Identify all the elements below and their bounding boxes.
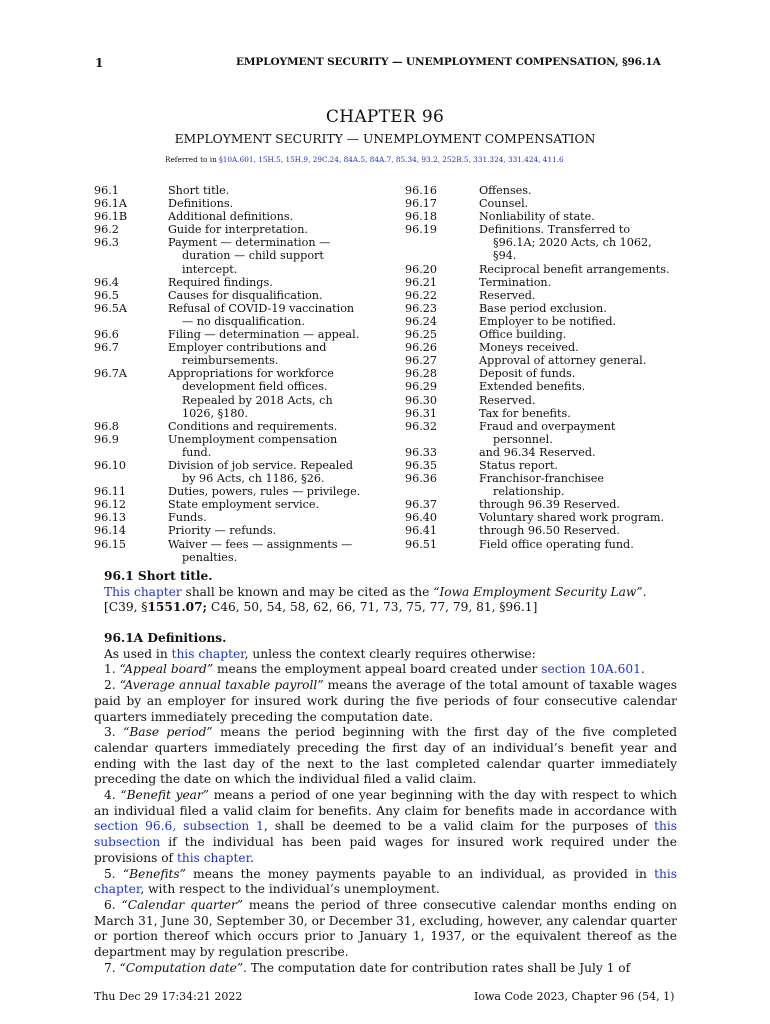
def-num: 4. [104,788,116,803]
toc-title-line: Tax for benefits. [479,406,571,420]
toc-title-line: by 96 Acts, ch 1186, §26. [182,472,325,486]
toc-entry [94,538,394,564]
toc-section-number: 96.3 [94,236,119,250]
toc-section-title [168,289,388,302]
toc-section-number: 96.17 [405,197,438,211]
toc-section-number: 96.20 [405,262,438,276]
toc-section-title [479,394,699,407]
section-text [94,585,677,601]
toc-entry [94,511,394,524]
toc-entry [94,524,394,537]
toc-title-line: Nonliability of state. [479,210,595,224]
toc-entry [94,420,394,433]
toc-section-title [168,276,388,289]
toc-section-number: 96.33 [405,445,438,459]
toc-entry [405,459,705,472]
toc-title-line: Termination. [479,275,552,289]
toc-section-title [479,472,699,498]
history-bold: 1551.07; [147,600,208,615]
toc-section-number: 96.27 [405,354,438,368]
def-num: 2. [104,678,116,693]
toc-entry [405,315,705,328]
toc-title-line: 1026, §180. [182,406,249,420]
toc-title-line: Causes for disqualification. [168,288,323,302]
toc-section-number: 96.6 [94,328,119,342]
toc-section-number: 96.16 [405,184,438,197]
toc-title-line: Franchisor-franchisee [479,472,605,486]
toc-section-title [168,459,388,485]
link-this-chapter[interactable]: this chapter [94,866,677,897]
text: . [250,850,254,865]
toc-entry [94,498,394,511]
toc-section-number: 96.30 [405,393,438,407]
toc-title-line: and 96.34 Reserved. [479,445,596,459]
def-text: means the period of three consecutive calendar months ending on March 31, June 30, September 30, or December 31, excluding, however, any calendar quarter or portion thereof which occurs prior to January 1, 1937, or the equivalent thereof as the department may by regulation prescribe. [94,897,677,960]
def-term: “Calendar quarter” [121,897,243,912]
section-96-1 [94,569,677,616]
toc-section-title [168,433,388,459]
def-text: means a period of one year beginning with the day with respect to which an individual filed a valid claim for benefits. Any claim for benefits made in accordance with [94,788,677,818]
toc-title-line: Office building. [479,328,567,342]
toc-title-line: development field offices. [182,380,328,394]
toc-section-title [479,210,699,223]
toc-entry [405,184,705,197]
page-number: 1 [95,56,104,70]
def-text: means the average of the total amount of taxable wages paid by an employer for insured work during the five periods of four consecutive calendar quarters immediately preceding the computation date. [94,678,678,724]
toc-title-line: Waiver — fees — assignments — [168,537,353,551]
toc-title-line: §96.1A; 2020 Acts, ch 1062, [493,236,652,250]
def-term: “Base period” [123,725,213,740]
def-num: 3. [104,725,116,740]
def-term: “Benefits” [122,866,186,881]
toc-entry [94,341,394,367]
history-note [94,600,677,616]
toc-section-title [168,511,388,524]
toc-section-number: 96.37 [405,498,438,512]
toc-section-title [168,197,388,210]
toc-entry [405,263,705,276]
toc-title-line: State employment service. [168,498,320,512]
toc-entry [94,210,394,223]
intro [94,647,677,663]
toc-section-number: 96.23 [405,301,438,315]
toc-section-title [168,367,388,419]
toc-title-line: Guide for interpretation. [168,223,308,237]
toc-title-line: duration — child support [182,249,324,263]
toc-entry [94,302,394,328]
toc-section-number: 96.36 [405,472,438,486]
toc-title-line: Required findings. [168,275,273,289]
toc-section-number: 96.9 [94,432,119,446]
toc-title-line: Moneys received. [479,341,579,355]
toc-section-number: 96.13 [94,511,127,525]
def-term: “Computation date” [119,960,244,975]
toc-entry [405,367,705,380]
toc-entry [405,341,705,354]
toc-right-column [405,184,705,551]
toc-entry [405,420,705,446]
toc-section-number: 96.11 [94,485,127,499]
toc-section-title [479,341,699,354]
toc-title-line: Additional definitions. [168,210,294,224]
definition-1 [94,662,677,678]
link-section-10A-601[interactable]: section 10A.601 [541,662,641,677]
toc-section-number: 96.14 [94,524,127,538]
toc-section-title [168,328,388,341]
def-num: 1. [104,662,116,677]
toc-entry [94,328,394,341]
toc-title-line: Refusal of COVID-19 vaccination [168,301,355,315]
referred-prefix: Referred to in [165,155,220,164]
definition-7 [94,961,677,977]
toc-title-line: Definitions. [168,197,234,211]
referred-links[interactable]: §10A.601, 15H.5, 15H.9, 29C.24, 84A.5, 84A.7, 85.34, 93.2, 252B.5, 331.324, 331.424, 411.6 [219,155,564,164]
toc-entry [94,367,394,419]
toc-section-number: 96.41 [405,524,438,538]
link-this-chapter[interactable]: This chapter [104,584,182,599]
toc-section-title [479,289,699,302]
toc-title-line: Conditions and requirements. [168,419,338,433]
footer-citation: Iowa Code 2023, Chapter 96 (54, 1) [474,990,675,1003]
toc-section-number: 96.40 [405,511,438,525]
toc-section-title [479,446,699,459]
toc-entry [94,276,394,289]
toc-section-title [479,407,699,420]
toc-title-line: Employer to be notified. [479,314,617,328]
toc-section-number: 96.24 [405,314,438,328]
def-text: means the money payments payable to an individual, as provided in [185,866,655,881]
def-num: 6. [104,897,116,912]
toc-title-line: §94. [493,249,517,263]
toc-title-line: fund. [182,445,212,459]
toc-section-title [168,341,388,367]
toc-title-line: Approval of attorney general. [479,354,647,368]
link-this-chapter[interactable]: this chapter [176,850,251,865]
def-num: 5. [104,866,116,881]
toc-entry [405,276,705,289]
link-section-96-6[interactable]: section 96.6, subsection 1 [94,819,264,834]
definition-3 [94,725,677,788]
toc-title-line: Extended benefits. [479,380,586,394]
toc-title-line: Voluntary shared work program. [479,511,665,525]
toc-section-number: 96.22 [405,288,438,302]
toc-section-title [479,367,699,380]
toc-title-line: Fraud and overpayment [479,419,616,433]
toc-title-line: Status report. [479,458,559,472]
link-this-chapter[interactable]: this chapter [171,646,245,661]
toc-section-number: 96.31 [405,406,438,420]
toc-title-line: Duties, powers, rules — privilege. [168,485,361,499]
toc-title-line: Division of job service. Repealed [168,458,354,472]
running-head: EMPLOYMENT SECURITY — UNEMPLOYMENT COMPENSATION, §96.1A [236,56,661,68]
toc-section-title [479,511,699,524]
toc-section-number: 96.7 [94,341,119,355]
definition-2 [94,678,677,725]
text: shall be known and may be cited as the [181,584,434,599]
toc-section-number: 96.4 [94,275,119,289]
law-title: “Iowa Employment Security Law” [433,584,643,599]
toc-section-title [479,328,699,341]
toc-section-title [168,223,388,236]
toc-entry [405,328,705,341]
chapter-title: CHAPTER 96 [325,107,445,127]
toc-section-number: 96.28 [405,367,438,381]
toc-title-line: Reserved. [479,288,536,302]
toc-section-number: 96.32 [405,419,438,433]
toc-entry [94,197,394,210]
def-text: if the individual has been paid wages for insured work required under the provisions of [94,835,677,865]
def-text: . The computation date for contribution rates shall be July 1 of [243,960,631,975]
toc-title-line: Funds. [168,511,207,525]
toc-section-title [479,263,699,276]
definition-6 [94,898,677,961]
toc-title-line: Reserved. [479,393,536,407]
referred-to-line [165,155,564,164]
toc-title-line: Employer contributions and [168,341,327,355]
toc-section-title [168,184,388,197]
toc-entry [405,354,705,367]
toc-title-line: Base period exclusion. [479,301,607,315]
toc-entry [94,485,394,498]
toc-title-line: reimbursements. [182,354,279,368]
toc-section-title [479,184,699,197]
toc-entry [94,433,394,459]
toc-section-number: 96.21 [405,275,438,289]
toc-section-title [168,498,388,511]
toc-title-line: Deposit of funds. [479,367,576,381]
toc-section-number: 96.26 [405,341,438,355]
toc-entry [94,289,394,302]
toc-section-title [168,485,388,498]
toc-title-line: personnel. [493,432,553,446]
toc-entry [405,380,705,393]
toc-section-number: 96.1B [94,210,128,224]
def-text: , shall be deemed to be a valid claim for the purposes of [263,819,655,834]
toc-entry [94,184,394,197]
definition-5 [94,867,677,898]
toc-title-line: intercept. [182,262,238,276]
def-text: , with respect to the individual’s unemployment. [140,882,440,897]
toc-section-number: 96.5A [94,301,127,315]
toc-entry [405,472,705,498]
toc-title-line: through 96.50 Reserved. [479,524,620,538]
text: , unless the context clearly requires otherwise: [244,646,536,661]
toc-title-line: Reciprocal benefit arrangements. [479,262,670,276]
toc-section-number: 96.15 [94,537,127,551]
toc-entry [405,524,705,537]
toc-section-title [168,524,388,537]
toc-entry [94,236,394,275]
text: . [640,662,645,677]
toc-title-line: Priority — refunds. [168,524,277,538]
toc-title-line: relationship. [493,485,565,499]
history-b: C46, 50, 54, 58, 62, 66, 71, 73, 75, 77, 79, 81, §96.1] [207,600,538,615]
toc-section-title [168,538,388,564]
toc-entry [405,289,705,302]
toc-entry [405,538,705,551]
toc-section-number: 96.8 [94,419,119,433]
toc-section-title [479,276,699,289]
toc-section-number: 96.5 [94,288,119,302]
toc-section-number: 96.19 [405,223,438,237]
toc-entry [94,459,394,485]
toc-section-title [479,197,699,210]
toc-section-number: 96.12 [94,498,127,512]
chapter-subtitle: EMPLOYMENT SECURITY — UNEMPLOYMENT COMPENSATION [174,132,596,146]
toc-title-line: through 96.39 Reserved. [479,498,620,512]
toc-title-line: — no disqualification. [182,314,305,328]
definition-4 [94,788,677,867]
toc-entry [405,223,705,262]
toc-title-line: Field office operating fund. [479,537,634,551]
section-heading: 96.1A Definitions. [104,631,227,645]
toc-left-column [94,184,394,564]
toc-section-title [479,538,699,551]
toc-entry [405,197,705,210]
toc-title-line: Appropriations for workforce [168,367,334,381]
toc-title-line: Payment — determination — [168,236,331,250]
def-term: “Appeal board” [119,662,214,677]
toc-title-line: Counsel. [479,197,529,211]
history-a: [C39, § [104,600,148,615]
toc-entry [405,446,705,459]
toc-title-line: Filing — determination — appeal. [168,328,360,342]
section-96-1A [94,631,677,976]
toc-section-title [168,302,388,328]
toc-section-title [479,498,699,511]
toc-section-title [168,210,388,223]
toc-entry [405,407,705,420]
def-text: means the period beginning with the first day of the five completed calendar quarters immediately preceding the first day of an individual’s benefit year and ending with the last day of the next to the last completed calendar quarter immediately preceding the date on which the individual filed a valid claim. [94,725,677,787]
toc-section-number: 96.18 [405,210,438,224]
toc-section-number: 96.25 [405,328,438,342]
toc-title-line: Repealed by 2018 Acts, ch [182,393,333,407]
toc-section-title [168,236,388,275]
toc-title-line: Definitions. Transferred to [479,223,631,237]
footer-timestamp: Thu Dec 29 17:34:21 2022 [94,990,243,1003]
toc-title-line: Offenses. [479,184,532,197]
toc-entry [405,210,705,223]
text: As used in [104,646,172,661]
toc-section-number: 96.7A [94,367,127,381]
toc-section-number: 96.1 [94,184,119,197]
toc-entry [94,223,394,236]
toc-section-title [479,354,699,367]
toc-section-title [479,302,699,315]
toc-title-line: Unemployment compensation [168,432,338,446]
toc-entry [405,511,705,524]
def-text: means the employment appeal board created under [213,662,542,677]
def-term: “Benefit year” [120,788,210,803]
toc-section-title [479,459,699,472]
toc-section-title [479,380,699,393]
toc-section-title [479,315,699,328]
toc-section-title [479,223,699,262]
toc-entry [405,498,705,511]
toc-section-number: 96.51 [405,537,438,551]
toc-section-title [479,420,699,446]
toc-entry [405,302,705,315]
def-term: “Average annual taxable payroll” [119,678,324,693]
toc-section-title [479,524,699,537]
text: . [642,584,647,599]
toc-section-number: 96.10 [94,458,127,472]
link-this-subsection[interactable]: this subsection [94,819,677,850]
toc-section-number: 96.35 [405,458,438,472]
def-num: 7. [104,960,116,975]
toc-section-number: 96.1A [94,197,127,211]
toc-section-number: 96.2 [94,223,119,237]
toc-section-title [168,420,388,433]
section-heading: 96.1 Short title. [104,569,213,583]
toc-entry [405,394,705,407]
toc-section-number: 96.29 [405,380,438,394]
toc-title-line: penalties. [182,550,238,564]
toc-title-line: Short title. [168,184,230,197]
